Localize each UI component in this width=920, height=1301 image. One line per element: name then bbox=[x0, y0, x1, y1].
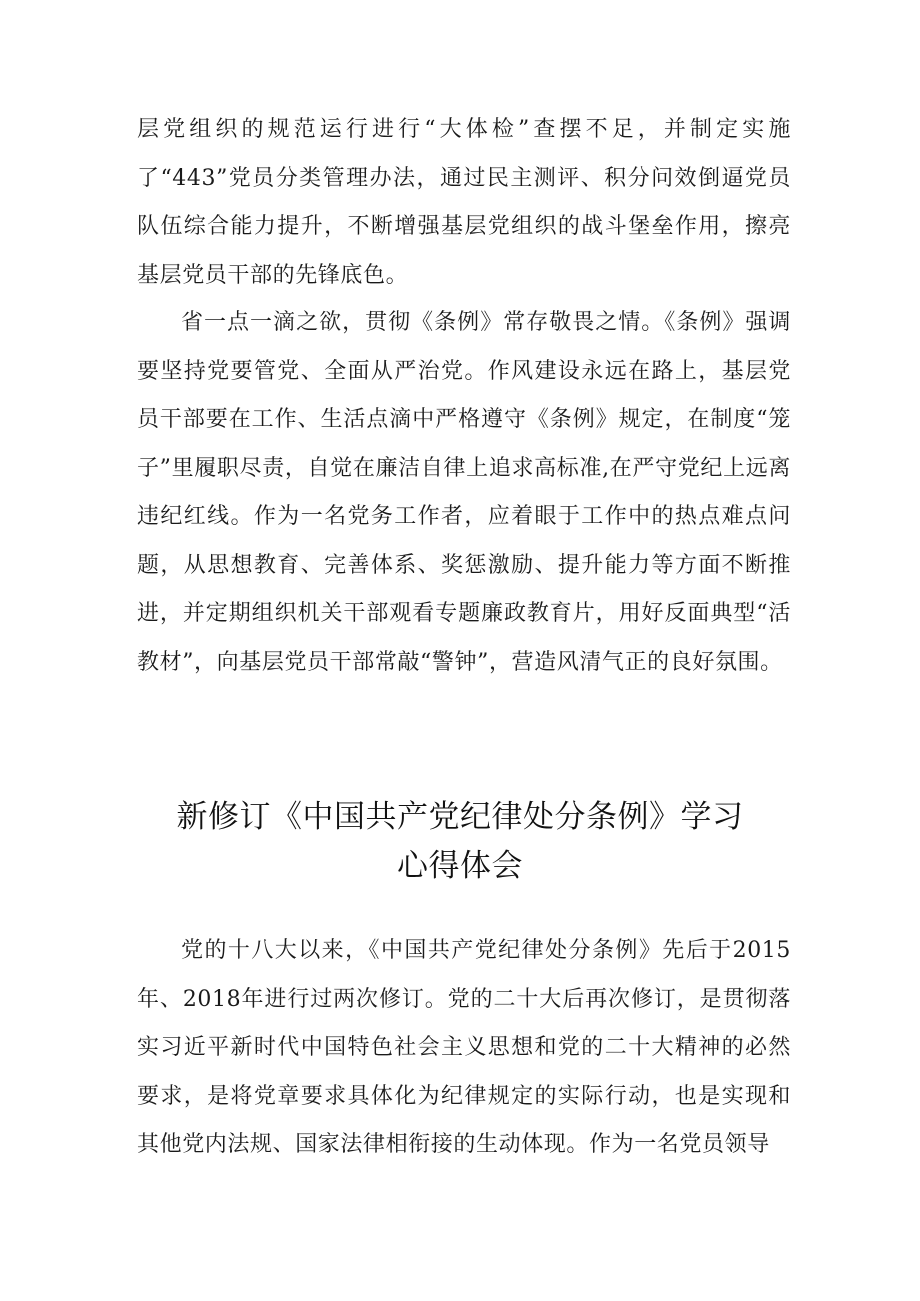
article-title bbox=[110, 793, 810, 891]
paragraph-revision-history: 党的十八大以来，《中国共产党纪律处分条例》先后于2015年、2018年进行过两次修订。党的二十大后再次修订，是贯彻落实习近平新时代中国特色社会主义思想和党的二十大精神的必然要求，是将党章要求具体化为纪律规定的实际行动，也是实现和其他党内法规、国家法律相衔接的生动体现。作为一名党员领导 bbox=[137, 938, 791, 1157]
article-title-line-1: 新修订《中国共产党纪律处分条例》学习 bbox=[176, 799, 744, 835]
article-title-line-2: 心得体会 bbox=[397, 848, 523, 884]
paragraph-regulations-reverence: 省一点一滴之欲，贯彻《条例》常存敬畏之情。《条例》强调要坚持党要管党、全面从严治党。作风建设永远在路上，基层党员干部要在工作、生活点滴中严格遵守《条例》规定，在制度“笼子”里履职尽责，自觉在廉洁自律上追求高标准,在严守党纪上远离违纪红线。作为一名党务工作者，应着眼于工作中的热点难点问题，从思想教育、完善体系、奖惩激励、提升能力等方面不断推进，并定期组织机关干部观看专题廉政教育片，用好反面典型“活教材”，向基层党员干部常敲“警钟”，营造风清气正的良好氛围。 bbox=[137, 310, 791, 675]
paragraph-continued: 层党组织的规范运行进行“大体检”查摆不足，并制定实施了“443”党员分类管理办法，通过民主测评、积分问效倒逼党员队伍综合能力提升，不断增强基层党组织的战斗堡垒作用，擦亮基层党员干部的先锋底色。 bbox=[137, 117, 791, 288]
